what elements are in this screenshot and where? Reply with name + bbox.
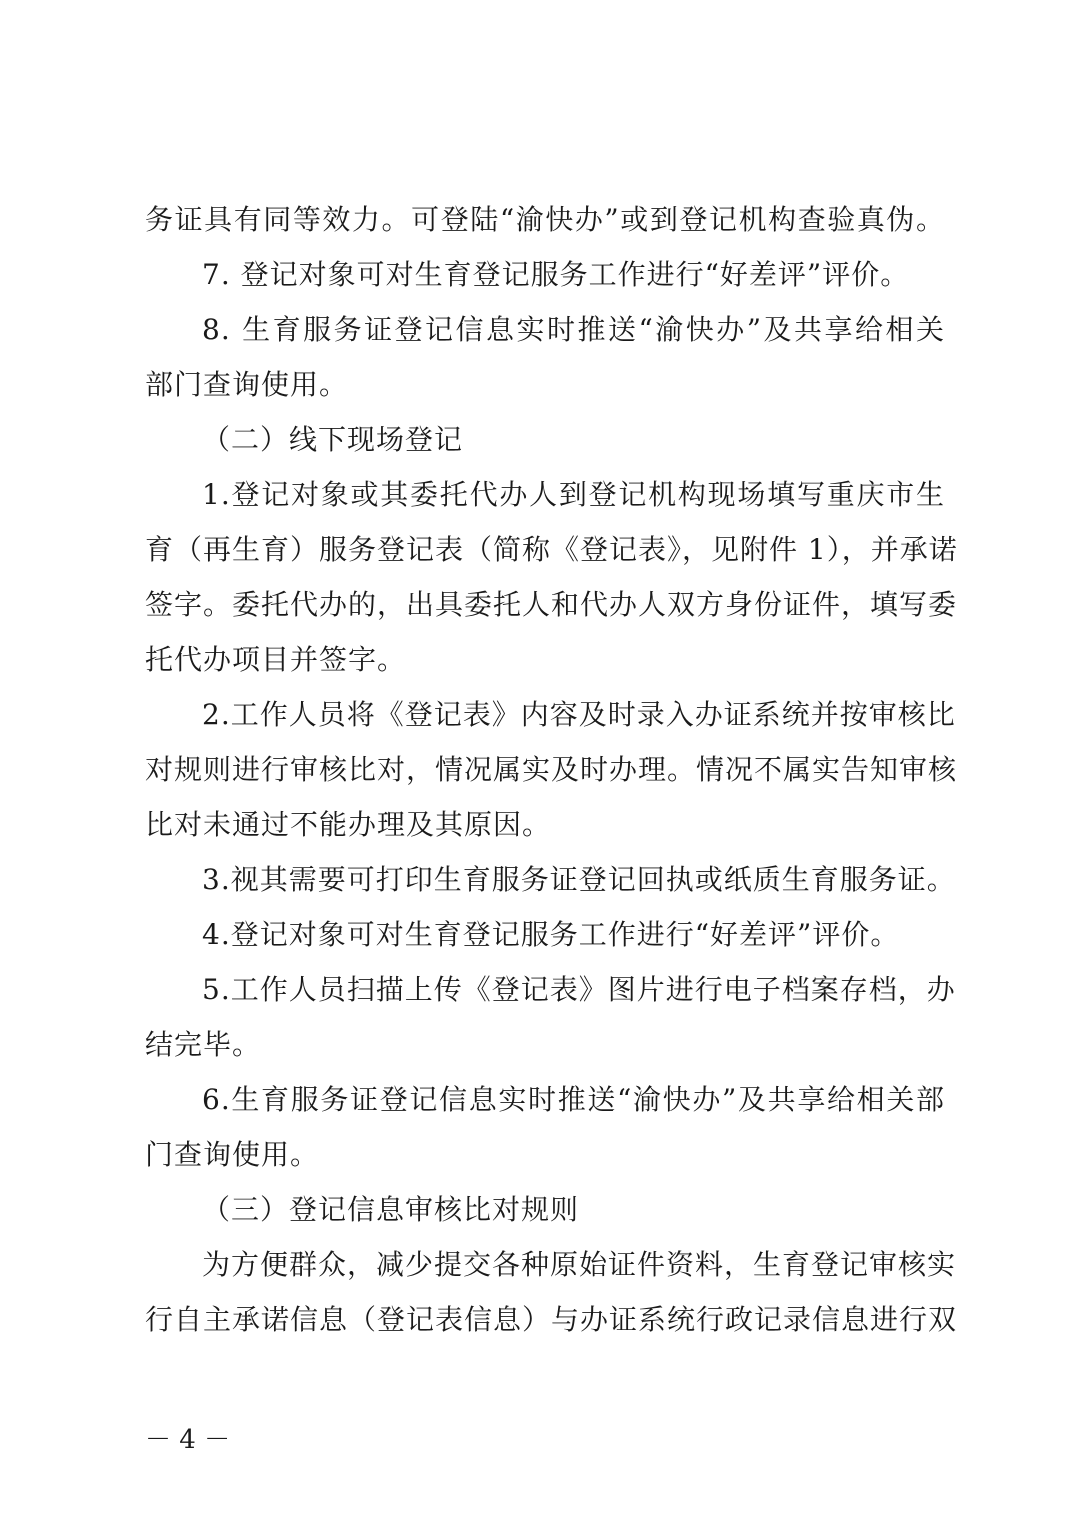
text-line: 育（再生育）服务登记表（简称《登记表》，见附件 1），并承诺 [145, 533, 958, 566]
text-line: 托代办项目并签字。 [145, 643, 407, 676]
text-line: 比对未通过不能办理及其原因。 [145, 808, 552, 841]
page-number: － 4 － [145, 1425, 231, 1455]
text-line: 2.工作人员将《登记表》内容及时录入办证系统并按审核比 [202, 698, 956, 731]
text-line: 门查询使用。 [145, 1138, 320, 1171]
section-heading: （二）线下现场登记 [202, 423, 464, 456]
text-line: 3.视其需要可打印生育服务证登记回执或纸质生育服务证。 [202, 863, 956, 896]
text-line: 8. 生育服务证登记信息实时推送“渝快办”及共享给相关 [202, 313, 945, 346]
text-line: 对规则进行审核比对，情况属实及时办理。情况不属实告知审核 [145, 753, 958, 786]
text-line: 4.登记对象可对生育登记服务工作进行“好差评”评价。 [202, 918, 900, 951]
text-line: 1.登记对象或其委托代办人到登记机构现场填写重庆市生 [202, 478, 945, 511]
text-line: 部门查询使用。 [145, 368, 349, 401]
text-line: 5.工作人员扫描上传《登记表》图片进行电子档案存档，办 [202, 973, 956, 1006]
text-line: 结完毕。 [145, 1028, 262, 1061]
text-line: 务证具有同等效力。可登陆“渝快办”或到登记机构查验真伪。 [145, 203, 945, 236]
text-line: 行自主承诺信息（登记表信息）与办证系统行政记录信息进行双 [145, 1303, 958, 1336]
text-line: 为方便群众，减少提交各种原始证件资料，生育登记审核实 [202, 1248, 957, 1281]
text-line: 6.生育服务证登记信息实时推送“渝快办”及共享给相关部 [202, 1083, 945, 1116]
text-line: 签字。委托代办的，出具委托人和代办人双方身份证件，填写委 [145, 588, 958, 621]
text-line: 7. 登记对象可对生育登记服务工作进行“好差评”评价。 [202, 258, 910, 291]
section-heading: （三）登记信息审核比对规则 [202, 1193, 580, 1226]
